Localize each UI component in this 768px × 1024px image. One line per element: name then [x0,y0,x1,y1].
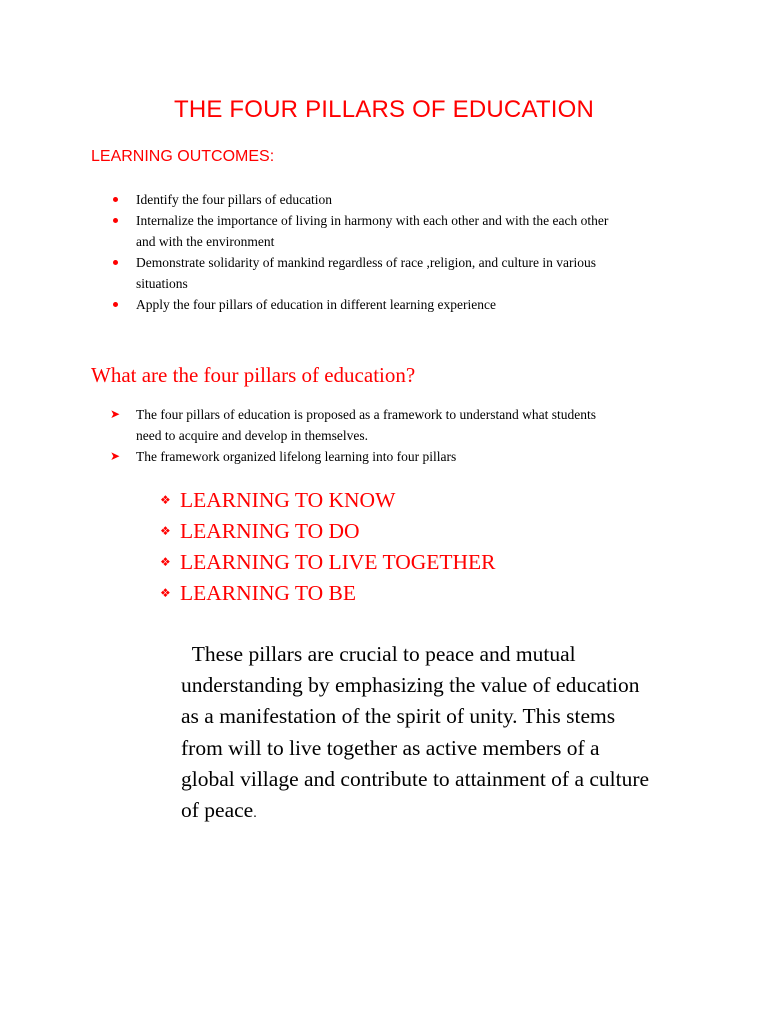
pillars-list [160,485,496,609]
red-dot-bullet-icon [113,260,118,265]
pillar-label: LEARNING TO LIVE TOGETHER [180,550,496,574]
arrowhead-bullet-icon: ➤ [110,449,121,463]
pillar-label: LEARNING TO BE [180,581,356,605]
list-item-text-continued: and with the environment [136,234,275,249]
four-diamond-bullet-icon: ❖ [160,524,171,538]
list-item-text: Internalize the importance of living in harmony with each other and with the each other [136,213,609,228]
four-diamond-bullet-icon: ❖ [160,493,171,507]
red-dot-bullet-icon [113,218,118,223]
list-item [110,294,680,315]
four-diamond-bullet-icon: ❖ [160,555,171,569]
pillar-label: LEARNING TO KNOW [180,488,396,512]
question-heading: What are the four pillars of education? [91,363,416,387]
paragraph-line: as a manifestation of the spirit of unity. This stems [181,704,616,729]
list-item-text: Demonstrate solidarity of mankind regardless of race ,religion, and culture in various [136,255,596,270]
list-item [110,210,680,252]
list-item [110,404,670,446]
four-diamond-bullet-icon: ❖ [160,586,171,600]
pillar-label: LEARNING TO DO [180,519,360,543]
red-dot-bullet-icon [113,197,118,202]
framework-list [110,404,670,467]
list-item-text: The four pillars of education is proposed as a framework to understand what students [136,407,597,422]
summary-paragraph [181,639,681,829]
learning-outcomes-heading: LEARNING OUTCOMES: [91,148,275,165]
list-item-text: Apply the four pillars of education in different learning experience [136,297,496,312]
paragraph-line: from will to live together as active members of a [181,735,600,760]
document-title: THE FOUR PILLARS OF EDUCATION [173,96,595,123]
list-item-text: Identify the four pillars of education [136,192,333,207]
red-dot-bullet-icon [113,302,118,307]
list-item-text: The framework organized lifelong learning into four pillars [136,449,457,464]
pillar-item [160,516,496,547]
learning-outcomes-list [110,189,680,315]
list-item [110,446,670,467]
paragraph-line: global village and contribute to attainment of a culture [181,766,650,791]
paragraph-end-mark: . [253,806,257,822]
list-item [110,252,680,294]
list-item [110,189,680,210]
paragraph-line: understanding by emphasizing the value of education [181,673,640,698]
pillar-item [160,485,496,516]
paragraph-line: These pillars are crucial to peace and mutual [191,642,576,666]
arrowhead-bullet-icon: ➤ [110,407,121,421]
pillar-item [160,547,496,578]
list-item-text-continued: need to acquire and develop in themselves. [136,428,369,443]
pillar-item [160,578,496,609]
paragraph-indent [181,642,192,666]
list-item-text-continued: situations [136,276,188,291]
paragraph-line: of peace [181,798,254,823]
